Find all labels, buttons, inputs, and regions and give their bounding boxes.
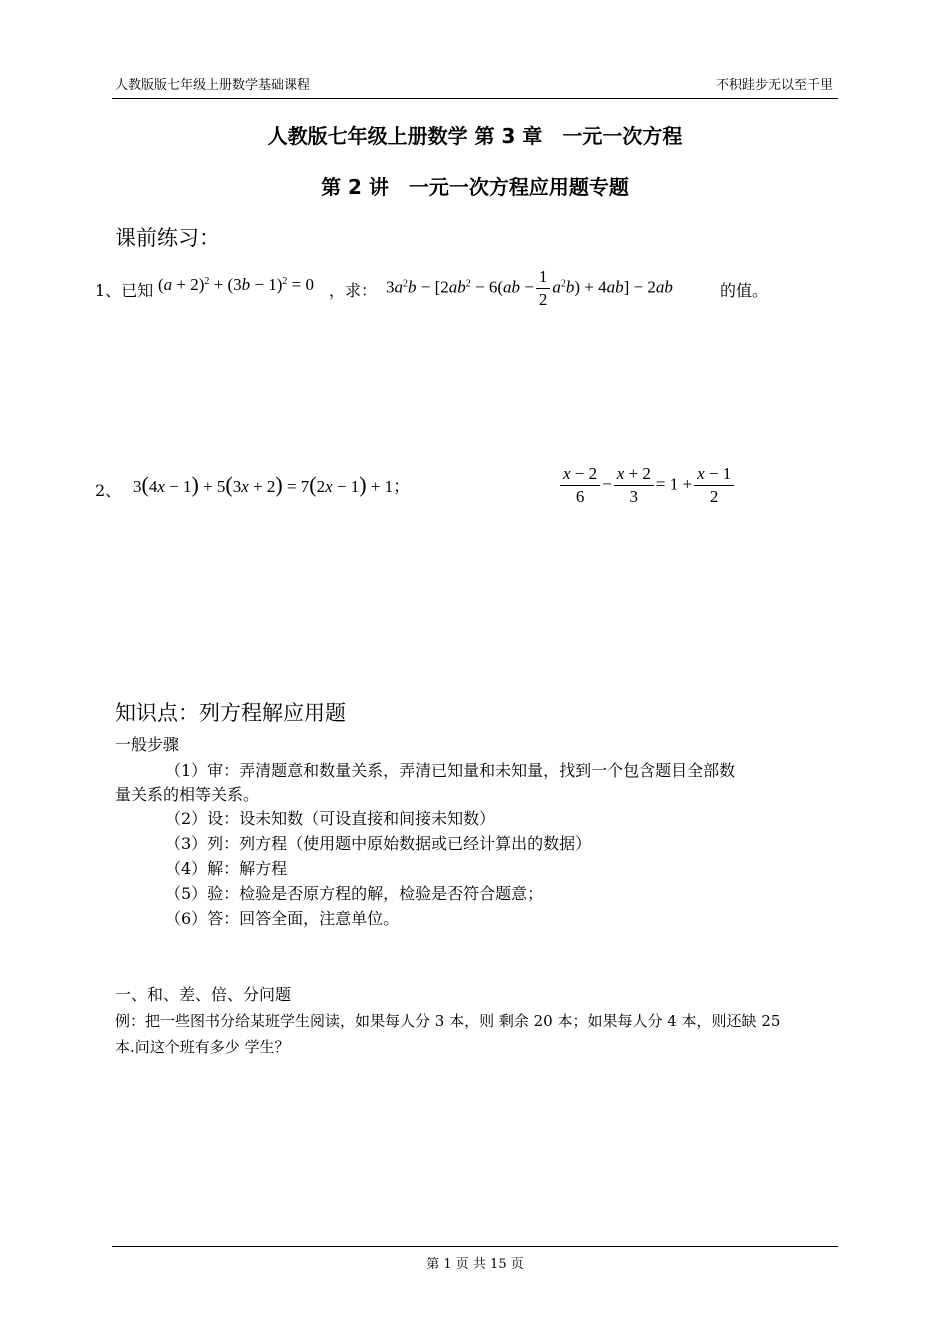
q2-equation-a: 3(4x − 1) + 5(3x + 2) = 7(2x − 1) + 1； (133, 472, 411, 497)
q1-expression-formula: $3a^2b - [2ab^2 - 6(ab$ − $\frac{1}{2}$ $a^2b) + 4ab] - 2ab$ (386, 267, 673, 309)
step-3: （3）列：列方程（使用题中原始数据或已经计算出的数据） (165, 834, 592, 853)
example-line-2: 本.问这个班有多少 学生？ (115, 1038, 290, 1056)
step-6: （6）答：回答全面，注意单位。 (165, 909, 400, 928)
q1-prefix: 已知 (121, 281, 154, 300)
header-left: 人教版版七年级上册数学基础课程 (115, 78, 311, 93)
footer-rule (112, 1246, 838, 1247)
q1-suffix: 的值。 (720, 281, 769, 300)
q1-number: 1、 (95, 281, 122, 300)
q2-number: 2、 (95, 481, 122, 500)
example-line-1: 例：把一些图书分给某班学生阅读，如果每人分 3 本，则 剩余 20 本；如果每人分 4 本，则还缺 25 (115, 1012, 781, 1030)
step-1: （1）审：弄清题意和数量关系，弄清已知量和未知量，找到一个包含题目全部数 (165, 761, 736, 780)
steps-title: 一般步骤 (115, 735, 180, 754)
header-rule (112, 98, 838, 99)
page-title: 人教版七年级上册数学 第 3 章 一元一次方程 (267, 124, 683, 148)
q1-condition-formula: $(a + 2)^2 + (3b - 1)^2 = 0$ (158, 275, 315, 294)
warmup-heading: 课前练习： (115, 226, 220, 250)
q1-line (95, 278, 153, 301)
step-4: （4）解：解方程 (165, 859, 288, 878)
section1-heading: 一、和、差、倍、分问题 (115, 985, 292, 1004)
page-number: 第 1 页 共 15 页 (426, 1257, 524, 1272)
lecture-title: 第 2 讲 一元一次方程应用题专题 (321, 175, 629, 199)
q1-condition-suffix: ，求： (329, 281, 378, 300)
q2-separator: ； (393, 477, 411, 496)
step-1-cont: 量关系的相等关系。 (115, 785, 260, 804)
knowledge-heading: 知识点：列方程解应用题 (115, 701, 346, 725)
q2-equation-b: $\frac{x - 2}{6}$ − $\frac{x + 2}{3}$ = 1 + $\frac{x - 1}{2}$ (558, 463, 736, 508)
header-right: 不积跬步无以至千里 (715, 78, 833, 93)
step-2: （2）设：设未知数（可设直接和间接未知数） (165, 809, 496, 828)
step-5: （5）验：检验是否原方程的解，检验是否符合题意； (165, 884, 544, 903)
